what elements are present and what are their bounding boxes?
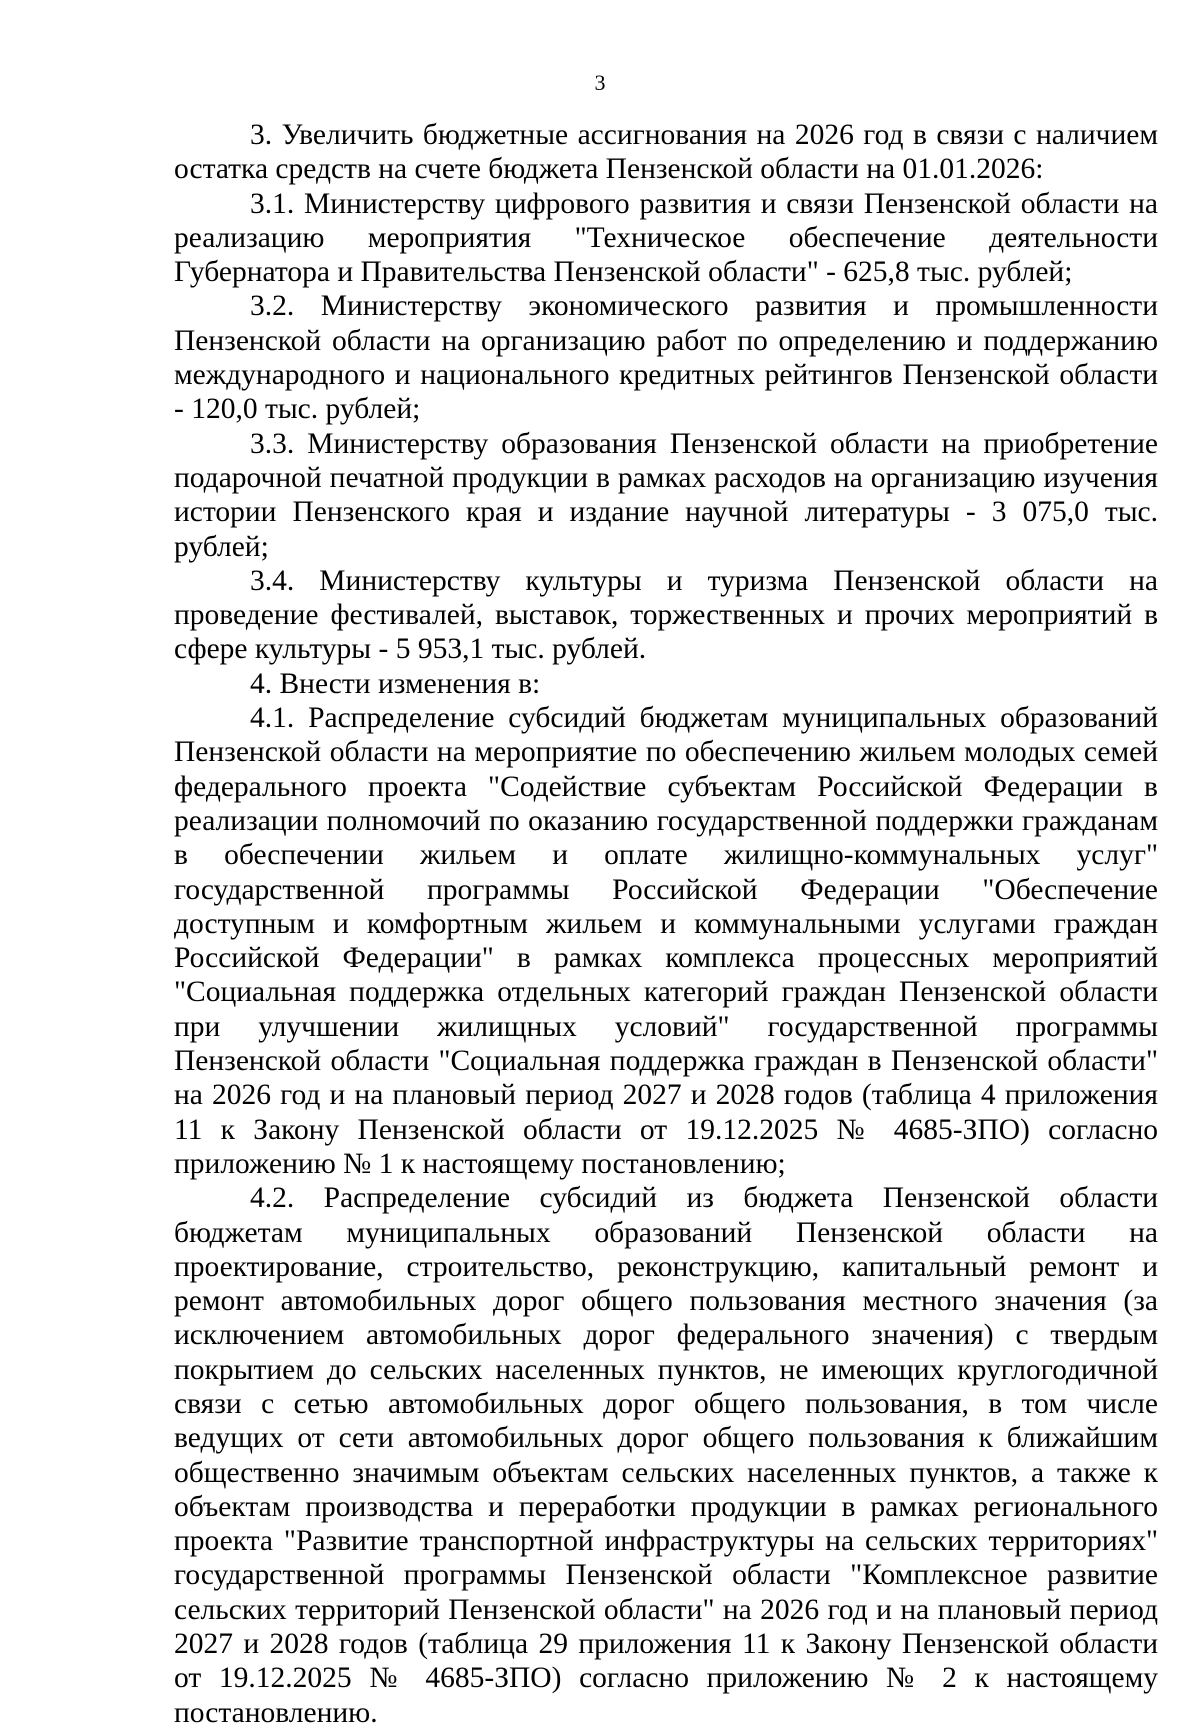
page-number: 3 bbox=[594, 70, 606, 95]
paragraph-3-2: 3.2. Министерству экономического развития и промышленности Пензенской области на организацию работ по определению и поддержанию международного и национального кредитных рейтингов Пензенской области - 120,0 тыс. рублей; bbox=[174, 290, 1158, 426]
paragraph-4-1: 4.1. Распределение субсидий бюджетам муниципальных образований Пензенской области на мероприятие по обеспечению жильем молодых семей федерального проекта "Содействие субъектам Российской Федерации в реализации полномочий по оказанию государственной поддержки гражданам в обеспечении жильем и оплате жилищно-коммунальных услуг" государственной программы Российской Федерации "Обеспечение доступным и комфортным жильем и коммунальными услугами граждан Российской Федерации" в рамках комплекса процессных мероприятий "Социальная поддержка отдельных категорий граждан Пензенской области при улучшении жилищных условий" государственной программы Пензенской области "Социальная поддержка граждан в Пензенской области" на 2026 год и на плановый период 2027 и 2028 годов (таблица 4 приложения 11 к Закону Пензенской области от 19.12.2025 № 4685-ЗПО) согласно приложению № 1 к настоящему постановлению; bbox=[174, 702, 1158, 1180]
paragraph-4: 4. Внести изменения в: bbox=[250, 667, 541, 700]
paragraph-4-2: 4.2. Распределение субсидий из бюджета Пензенской области бюджетам муниципальных образований Пензенской области на проектирование, строительство, реконструкцию, капитальный ремонт и ремонт автомобильных дорог общего пользования местного значения (за исключением автомобильных дорог федерального значения) с твердым покрытием до сельских населенных пунктов, не имеющих круглогодичной связи с сетью автомобильных дорог общего пользования, в том числе ведущих от сети автомобильных дорог общего пользования к ближайшим общественно значимым объектам сельских населенных пунктов, а также к объектам производства и переработки продукции в рамках регионального проекта "Развитие транспортной инфраструктуры на сельских территориях" государственной программы Пензенской области "Комплексное развитие сельских территорий Пензенской области" на 2026 год и на плановый период 2027 и 2028 годов (таблица 29 приложения 11 к Закону Пензенской области от 19.12.2025 № 4685-ЗПО) согласно приложению № 2 к настоящему постановлению. bbox=[174, 1182, 1158, 1729]
paragraph-3-3: 3.3. Министерству образования Пензенской области на приобретение подарочной печатной продукции в рамках расходов на организацию изучения истории Пензенского края и издание научной литературы - 3 075,0 тыс. рублей; bbox=[174, 427, 1158, 563]
paragraph-3: 3. Увеличить бюджетные ассигнования на 2026 год в связи с наличием остатка средств на счете бюджета Пензенской области на 01.01.2026: bbox=[174, 119, 1158, 186]
document-body bbox=[174, 118, 1158, 1730]
paragraph-3-1: 3.1. Министерству цифрового развития и связи Пензенской области на реализацию мероприятия "Техническое обеспечение деятельности Губернатора и Правительства Пензенской области" - 625,8 тыс. рублей; bbox=[174, 187, 1158, 289]
paragraph-3-4: 3.4. Министерству культуры и туризма Пензенской области на проведение фестивалей, выставок, торжественных и прочих мероприятий в сфере культуры - 5 953,1 тыс. рублей. bbox=[174, 564, 1158, 666]
